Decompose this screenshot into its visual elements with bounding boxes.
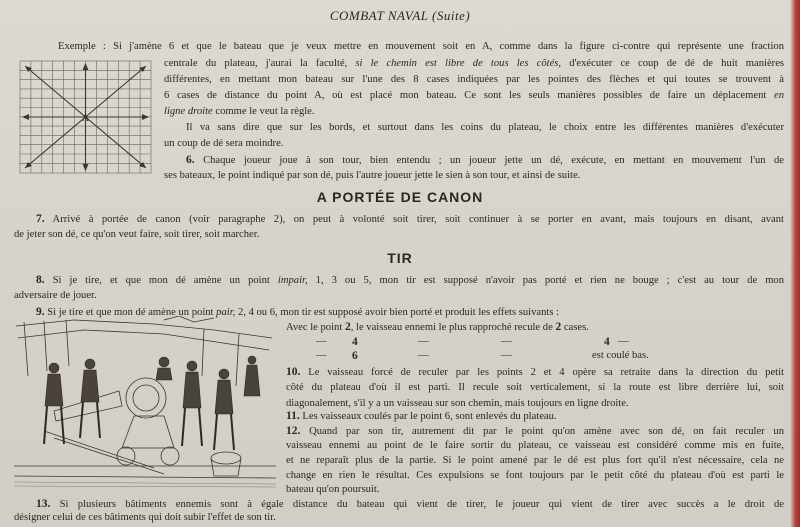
rule-13-line-2: désigner celui de ces bâtiments qui doit subir l'effet de son tir.: [14, 512, 276, 523]
rule-12-line-3: et ne reparaît plus de la partie. Si le point amené par le dé est plus fort qu'il n'est nécessaire, cela ne: [286, 455, 784, 466]
rule-8-line-2: adversaire de jouer.: [14, 290, 97, 301]
example-line-4: 6 cases de distance du point A, où est placé mon bateau. Ce sont les seuls manières possibles de faire un déplacement en: [164, 90, 784, 101]
rule-9-line-1: 9. Si je tire et que mon dé amène un point pair, 2, 4 ou 6, mon tir est supposé avoir bien porté et produit les effets suivants :: [36, 306, 560, 318]
result-row-4-num2: 4: [604, 336, 610, 348]
example-line-1: Exemple : Si j'amène 6 et que le bateau que je veux mettre en mouvement soit en A, comme dans la figure ci-contre qui représente une fraction: [58, 41, 784, 52]
section-heading-canon: A PORTÉE DE CANON: [316, 189, 484, 205]
rule-10-line-1: 10. Le vaisseau forcé de reculer par les points 2 et 4 opère sa retraite dans la direction du petit: [286, 366, 784, 378]
rule-6-line-1: 6. Chaque joueur joue à son tour, bien entendu ; un joueur jette un dé, exécute, en mettant en mouvement l'un de: [186, 154, 784, 166]
section-heading-tir: TIR: [387, 250, 413, 266]
result-row-2: Avec le point 2, le vaisseau ennemi le plus rapproché recule de 2 cases.: [286, 321, 589, 333]
rule-12-line-4: change en rien le résultat. Ces expulsions se font toujours par le petit côté du plateau d'où est parti le: [286, 470, 784, 481]
rule-7-line-1: 7. Arrivé à portée de canon (voir paragraphe 2), on peut à volonté soit tirer, soit continuer à se porter en avant, mais toujours en disant, avant: [36, 213, 784, 225]
result-row-6-dash-a: —: [316, 350, 327, 361]
movement-diagram: [17, 58, 154, 176]
rule-12-line-2: vaisseau ennemi au point de le faire sortir du plateau, ce vaisseau est considéré comme mis en fuite,: [286, 440, 784, 451]
result-row-6-dash-c: —: [501, 350, 512, 361]
result-row-6-text: est coulé bas.: [592, 350, 649, 361]
rule-7-line-2: de jeter son dé, ce qu'on veut faire, soit tirer, soit marcher.: [14, 229, 260, 240]
example-line-5: ligne droite comme le veut la règle.: [164, 106, 315, 117]
rule-8-line-1: 8. Si je tire, et que mon dé amène un point impair, 1, 3 ou 5, mon tir est supposé n'avoir pas porté et rien ne bouge ; c'est au tour de mon: [36, 274, 785, 286]
gun-deck-illustration: [14, 316, 276, 488]
result-row-4-dash-a: —: [316, 336, 327, 347]
example-line-3: différentes, en mettant mon bateau sur l'une des 8 cases indiquées par les pointes des flèches et qui toutes se trouvent à: [164, 74, 784, 85]
example-line-2: centrale du plateau, j'aurai la faculté, si le chemin est libre de tous les côtés, d'exécuter ce coup de dé de huit manières: [164, 58, 785, 69]
rule-6-line-2: ses bateaux, le point indiqué par son dé, puis l'autre joueur jette le sien à son tour, et ainsi de suite.: [164, 170, 581, 181]
result-row-4-dash-b: —: [418, 336, 429, 347]
result-row-4-dash-c: —: [501, 336, 512, 347]
page-title: COMBAT NAVAL (Suite): [329, 8, 471, 23]
rule-12-line-1: 12. Quand par son tir, autrement dit par le point qu'on amène avec son dé, on fait reculer un: [286, 425, 784, 437]
rule-10-line-2: côté du plateau d'où il est parti. Il recule soit verticalement, si la route est libre derrière lui, soit: [286, 382, 784, 393]
rule-12-line-5: bateau qu'on poursuit.: [286, 484, 380, 495]
rule-11: 11. Les vaisseaux coulés par le point 6, sont enlevés du plateau.: [286, 410, 557, 422]
result-row-6-dash-b: —: [418, 350, 429, 361]
result-row-4-dash-d: —: [618, 336, 629, 347]
example-line-7: un coup de dé sera moindre.: [164, 138, 284, 149]
diagram-point-label: A: [81, 113, 90, 124]
result-row-6-num: 6: [352, 350, 358, 362]
rule-10-line-3: diagonalement, s'il y a un vaisseau sur son chemin, mais toujours en ligne droite.: [286, 398, 629, 409]
rule-13-line-1: 13. Si plusieurs bâtiments ennemis sont à égale distance du bateau qui vient de tirer, le joueur qui vient de tirer avec succès a le droit de: [36, 498, 784, 510]
result-row-4-num: 4: [352, 336, 358, 348]
example-line-6: Il va sans dire que sur les bords, et surtout dans les coins du plateau, le choix entre les différentes manières d'exécuter: [186, 122, 784, 133]
